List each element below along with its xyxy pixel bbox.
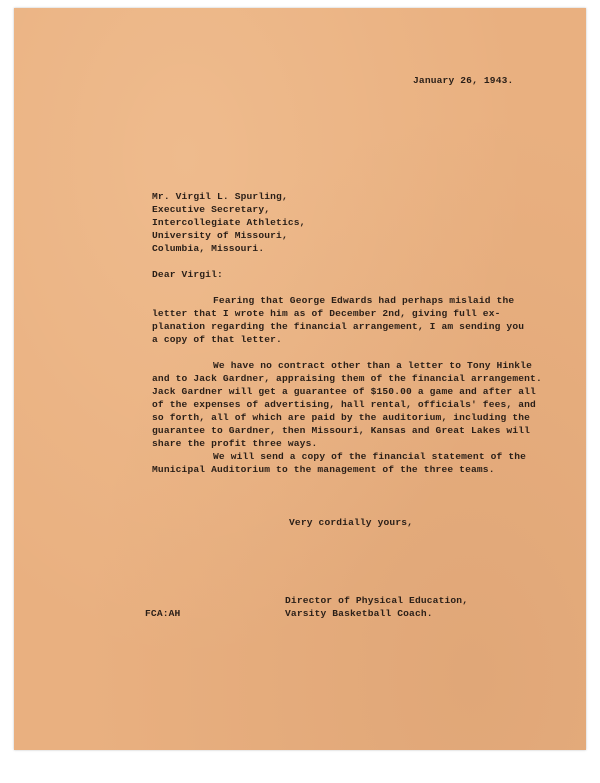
recipient-line: University of Missouri, bbox=[152, 230, 288, 241]
signature-title-line: Varsity Basketball Coach. bbox=[285, 608, 433, 619]
salutation: Dear Virgil: bbox=[152, 269, 223, 280]
recipient-line: Mr. Virgil L. Spurling, bbox=[152, 191, 288, 202]
paragraph-line: Fearing that George Edwards had perhaps mislaid the bbox=[213, 295, 515, 306]
paragraph-line: share the profit three ways. bbox=[152, 438, 318, 449]
paragraph-line: Jack Gardner will get a guarantee of $150.00 a game and after all bbox=[152, 386, 536, 397]
signature-title-line: Director of Physical Education, bbox=[285, 595, 469, 606]
typist-initials: FCA:AH bbox=[145, 608, 181, 619]
paragraph-line: We will send a copy of the financial statement of the bbox=[213, 451, 527, 462]
recipient-line: Columbia, Missouri. bbox=[152, 243, 265, 254]
closing: Very cordially yours, bbox=[289, 517, 414, 528]
recipient-line: Executive Secretary, bbox=[152, 204, 271, 215]
paragraph-line: and to Jack Gardner, appraising them of the financial arrangement. bbox=[152, 373, 542, 384]
paragraph-line: a copy of that letter. bbox=[152, 334, 282, 345]
paragraph-line: We have no contract other than a letter to Tony Hinkle bbox=[213, 360, 532, 371]
paragraph-line: so forth, all of which are paid by the auditorium, including the bbox=[152, 412, 531, 423]
paragraph-line: planation regarding the financial arrangement, I am sending you bbox=[152, 321, 525, 332]
paragraph-line: Municipal Auditorium to the management of the three teams. bbox=[152, 464, 495, 475]
paragraph-line: letter that I wrote him as of December 2nd, giving full ex- bbox=[152, 308, 501, 319]
paragraph-line: of the expenses of advertising, hall rental, officials' fees, and bbox=[152, 399, 536, 410]
letter-date: January 26, 1943. bbox=[413, 75, 514, 86]
paragraph-line: guarantee to Gardner, then Missouri, Kansas and Great Lakes will bbox=[152, 425, 531, 436]
recipient-line: Intercollegiate Athletics, bbox=[152, 217, 306, 228]
